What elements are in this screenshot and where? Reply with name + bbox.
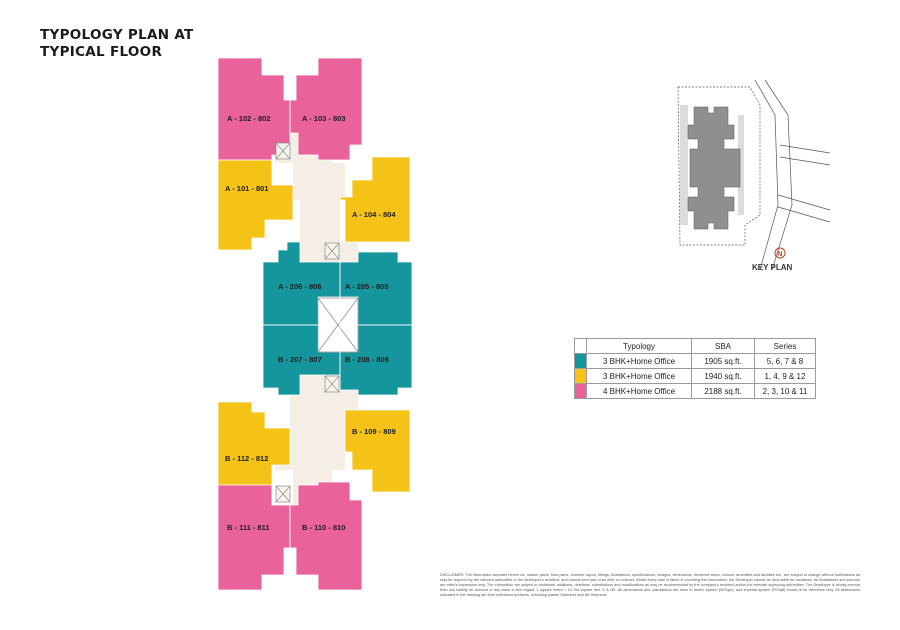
unit-a-104[interactable] <box>340 157 410 242</box>
key-plan-tower <box>688 107 740 229</box>
typology-legend-table <box>574 338 816 399</box>
unit-b-110[interactable] <box>290 482 362 590</box>
legend-swatch-header <box>575 339 587 354</box>
unit-label-b-112: B - 112 - 812 <box>225 454 269 463</box>
unit-b-112[interactable] <box>218 402 290 485</box>
key-plan-map <box>660 75 840 275</box>
legend-header-sba: SBA <box>692 339 755 354</box>
legend-swatch-pink <box>575 384 587 399</box>
unit-label-b-111: B - 111 - 811 <box>227 523 270 532</box>
legend-row <box>575 369 816 384</box>
disclaimer-text: DISCLAIMER: The information depicted herein viz. master plans, floor plans, furniture layout, fittings, illustrations, specifications, designs, dimensions, rendered views, colours, amenities and facilities etc., are subject to change without notifications as may be required by the relevant authorities or the developer's architect, and cannot form part of an offer or contract. Whilst every care is taken in providing this information, the Developer cannot be held liable for variations. All illustrations and pictures are artist's impression only. The information are subject to variations, additions, deletions, substitutions and modifications as may be recommended by the company's architect and/or the relevant approving authorities. The Developer is wholly exempt from any liability on account of any claim in this regard. 1 square metre = 10.764 square feet. E & OE. All dimensions and calculations are done in metric system (M/Sqm), and imperial system (Ft/Sqft) shown is for reference only. All dimensions indicated in the drawing are from unfinished surfaces, excluding plaster thickness and tile thickness. <box>440 573 860 597</box>
legend-header-typology: Typology <box>587 339 692 354</box>
unit-label-a-101: A - 101 - 801 <box>225 184 269 193</box>
legend-header-series: Series <box>755 339 816 354</box>
legend-header-row <box>575 339 816 354</box>
key-plan-label: KEY PLAN <box>752 263 793 272</box>
legend-sba: 1940 sq.ft. <box>692 369 755 384</box>
compass-north: N <box>777 251 783 258</box>
unit-b-109[interactable] <box>345 410 410 492</box>
unit-a-103[interactable] <box>290 58 362 160</box>
unit-label-b-207: B - 207 - 807 <box>278 355 322 364</box>
legend-series: 2, 3, 10 & 11 <box>755 384 816 399</box>
legend-series: 1, 4, 9 & 12 <box>755 369 816 384</box>
title-line-2: TYPICAL FLOOR <box>40 44 163 60</box>
legend-row <box>575 384 816 399</box>
unit-a-101[interactable] <box>218 160 293 250</box>
legend-sba: 2188 sq.ft. <box>692 384 755 399</box>
legend-swatch-yellow <box>575 369 587 384</box>
unit-label-a-102: A - 102 - 802 <box>227 114 271 123</box>
unit-label-b-110: B - 110 - 810 <box>302 523 346 532</box>
legend-swatch-teal <box>575 354 587 369</box>
legend-typology: 4 BHK+Home Office <box>587 384 692 399</box>
unit-label-b-208: B - 208 - 808 <box>345 355 389 364</box>
legend-typology: 3 BHK+Home Office <box>587 354 692 369</box>
title-line-1: TYPOLOGY PLAN AT <box>40 27 194 43</box>
unit-label-b-109: B - 109 - 809 <box>352 427 396 436</box>
unit-label-a-103: A - 103 - 803 <box>302 114 346 123</box>
legend-row <box>575 354 816 369</box>
unit-label-a-104: A - 104 - 804 <box>352 210 396 219</box>
legend-typology: 3 BHK+Home Office <box>587 369 692 384</box>
legend-sba: 1905 sq.ft. <box>692 354 755 369</box>
unit-label-a-205: A - 205 - 805 <box>345 282 389 291</box>
unit-label-a-206: A - 206 - 806 <box>278 282 322 291</box>
legend-series: 5, 6, 7 & 8 <box>755 354 816 369</box>
